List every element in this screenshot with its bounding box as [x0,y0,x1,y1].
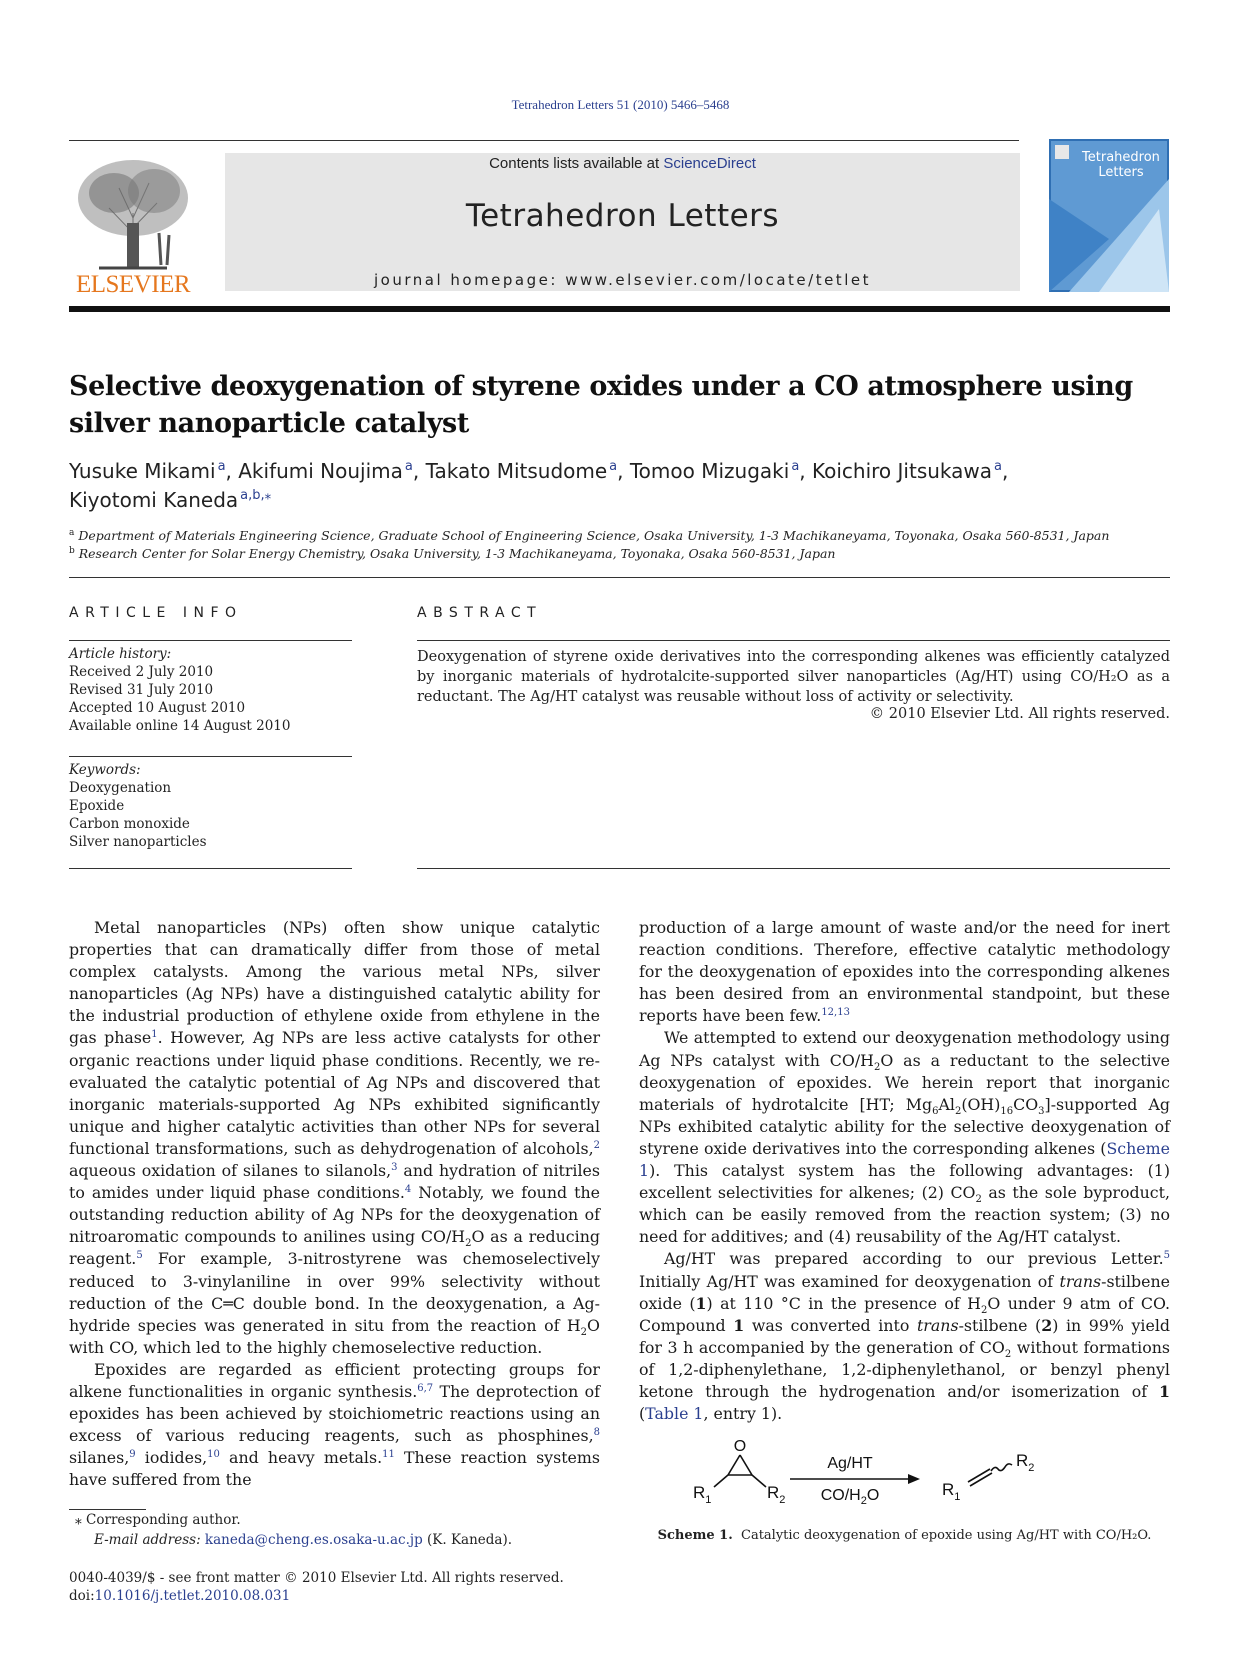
citation-ref[interactable]: 1 [151,1029,158,1041]
reactant-r1-label: $R_1$ [693,1483,712,1506]
article-info-heading: ARTICLE INFO [69,605,243,621]
author-name: Koichiro Jitsukawa [812,459,993,483]
author-name: Takato Mitsudome [425,459,608,483]
author-affil-link[interactable]: a [791,459,800,474]
reagent-bottom-label: $CO/H_2O$ [820,1487,880,1507]
doi-prefix: doi: [69,1588,95,1604]
body-paragraph: production of a large amount of waste and/or the need for inert reaction conditions. Therefore, effective catalytic methodology for the deoxygenation of epoxides into the corresponding alkenes has been desired from an environmental standpoint, but these reports have been few.$^{12,13}$ [639,918,1170,1026]
epoxide-bond [740,1455,752,1475]
abstract-rule [417,868,1170,869]
journal-homepage[interactable]: journal homepage: www.elsevier.com/locate/tetlet [374,271,871,289]
issn-line: 0040-4039/$ - see front matter © 2010 Elsevier Ltd. All rights reserved. [69,1570,564,1586]
keywords-label: Keywords: [69,762,141,778]
author-affil-link[interactable]: a [217,459,226,474]
citation-ref[interactable]: 3 [391,1162,398,1174]
history-label: Article history: [69,646,172,662]
body-paragraph: Epoxides are regarded as efficient protecting groups for alkene functionalities in organic synthesis.$^{6,7}$ The deprotection of epoxides has been achieved by stoichiometric reactions using an excess of various reducing reagents, such as phosphines,$^8$ silanes,$^9$ iodides,$^{10}$ and heavy metals.$^{11}$ These reaction systems have suffered from the [69,1359,600,1490]
history-item: Available online 14 August 2010 [69,718,291,734]
reactant-r2-label: $R_2$ [767,1483,786,1506]
body-paragraph: Ag/HT was prepared according to our previous Letter.$^5$ Initially Ag/HT was examined for deoxygenation of trans-stilbene oxide (1) at 110 °C in the presence of $H_2O$ under 9 atm of CO. Compound 1 was converted into trans-stilbene (2) in 99% yield for 3 h accompanied by the generation of $CO_2$ without formations of 1,2-diphenylethane, 1,2-diphenylethanol, or benzyl phenyl ketone through the hydrogenation and/or isomerization of 1 (Table 1, entry 1). [639,1249,1170,1424]
body-paragraph: Metal nanoparticles (NPs) often show unique catalytic properties that can dramatically differ from those of metal complex catalysts. Among the various metal NPs, silver nanoparticles (Ag NPs) have a distinguished catalytic ability for the industrial production of ethylene oxide from ethylene in the gas phase$^1$. However, Ag NPs are less active catalysts for other organic reactions under liquid phase conditions. Recently, we re-evaluated the catalytic potential of Ag NPs and discovered that inorganic materials-supported Ag NPs exhibited significantly unique and higher catalytic activities than other NPs for several functional transformations, such as dehydrogenation of alcohols,$^2$ aqueous oxidation of silanes to silanols,$^3$ and hydration of nitriles to amides under liquid phase conditions.$^4$ Notably, we found the outstanding reduction ability of Ag NPs for the deoxygenation of nitroaromatic compounds to anilines using $CO/H_2O$ as a reducing reagent.$^5$ For example, 3-nitrostyrene was chemoselectively reduced to 3-vinylaniline in over 99% selectivity without reduction of the C═C double bond. In the deoxygenation, a Ag-hydride species was generated in situ from the reaction of $H_2O$ with CO, which led to the highly chemoselective reduction. [69,918,600,1357]
article-info-rule [69,756,352,757]
article-info-rule [69,640,352,641]
keyword: Deoxygenation [69,780,172,796]
affiliation-text: Department of Materials Engineering Science, Graduate School of Engineering Science, Osaka University, 1-3 Machikaneyama, Toyonaka, Osaka 560-8531, Japan [78,528,1110,543]
author-list: Yusuke Mikami $^a$, Akifumi Noujima $^a$, Takato Mitsudome $^a$, Tomoo Mizugaki $^a$, Koichiro Jitsukawa $^a$, Kiyotomi Kaneda $^{a,b,⁎}$ [69,459,1009,512]
product-r1-label: $R_1$ [942,1480,961,1503]
history-list [69,663,290,735]
citation-ref[interactable]: 5 [136,1250,143,1262]
citation-ref[interactable]: 5 [1163,1250,1170,1262]
journal-citation[interactable]: Tetrahedron Letters 51 (2010) 5466–5468 [511,97,730,112]
affiliation [69,528,1179,543]
epoxide-bond [728,1455,740,1475]
reagent-top-label: Ag/HT [827,1455,873,1472]
abstract-copyright: © 2010 Elsevier Ltd. All rights reserved. [869,706,1170,722]
scheme-caption-label: Scheme 1. [657,1528,733,1543]
doi-link[interactable]: 10.1016/j.tetlet.2010.08.031 [94,1588,291,1604]
abstract-text: Deoxygenation of styrene oxide derivatives into the corresponding alkenes was efficiently catalyzed by inorganic materials of hydrotalcite-supported silver nanoparticles (Ag/HT) using CO/H₂O as a reductant. The Ag/HT catalyst was reusable without loss of activity or selectivity. [417,649,1170,705]
scheme-caption [639,1528,1170,1543]
epoxide-bond [714,1475,728,1487]
journal-name: Tetrahedron Letters [465,198,780,234]
author-name: Yusuke Mikami [69,459,216,483]
product-r2-label: $R_2$ [1016,1451,1035,1474]
author-name: Akifumi Noujima [238,459,403,483]
article-title: Selective deoxygenation of styrene oxides under a CO atmosphere using silver nanoparticle catalyst [69,371,1133,439]
sciencedirect-link[interactable]: ScienceDirect [663,155,756,172]
doi-line [69,1588,290,1604]
abstract-rule [417,640,1170,641]
affiliation-marker: b [69,546,75,556]
body-right-column [639,917,1170,1425]
citation-ref[interactable]: 12,13 [821,1007,850,1019]
body-paragraph: We attempted to extend our deoxygenation methodology using Ag NPs catalyst with $CO/H_2O$ as a reductant to the selective deoxygenation of epoxides. We herein report that inorganic materials of hydrotalcite [HT; $Mg_6Al_2(OH)_{16}CO_3$]-supported Ag NPs exhibited catalytic ability for the selective deoxygenation of styrene oxide derivatives into the corresponding alkenes (Scheme 1). This catalyst system has the following advantages: (1) excellent selectivities for alkenes; (2) $CO_2$ as the sole byproduct, which can be easily removed from the reaction system; (3) no need for additives; and (4) reusability of the Ag/HT catalyst. [639,1028,1171,1247]
author-affil-link[interactable]: a [994,459,1002,474]
scheme-caption-text: Catalytic deoxygenation of epoxide using Ag/HT with CO/H₂O. [741,1528,1152,1543]
oxygen-label: O [733,1438,747,1455]
citation-ref[interactable]: 10 [207,1449,220,1461]
affiliation [69,546,1179,561]
email-link[interactable]: kaneda@cheng.es.osaka-u.ac.jp [204,1532,423,1548]
history-item: Received 2 July 2010 [69,664,214,680]
affiliation-text: Research Center for Solar Energy Chemistry, Osaka University, 1-3 Machikaneyama, Toyonaka, Osaka 560-8531, Japan [78,546,836,561]
keywords-list [69,779,207,851]
contents-prefix: Contents lists available at [489,155,664,172]
table-link[interactable]: Table 1 [645,1404,704,1424]
affiliation-rule [69,577,1170,578]
affiliation-marker: a [69,528,75,538]
author-affil-link[interactable]: a,b,⁎ [240,488,272,503]
citation-ref[interactable]: 2 [593,1139,600,1151]
email-label: E-mail address: [94,1532,201,1548]
contents-line [225,155,1020,172]
cover-title-line-1: Tetrahedron [1082,150,1160,165]
wavy-bond [991,1464,1012,1471]
author-name: Kiyotomi Kaneda [69,488,239,512]
author-name: Tomoo Mizugaki [629,459,790,483]
keyword: Silver nanoparticles [69,834,207,850]
citation-ref[interactable]: 11 [382,1449,395,1461]
cover-title-line-2: Letters [1098,165,1144,180]
history-item: Accepted 10 August 2010 [69,700,246,716]
footnote-rule [69,1509,146,1510]
citation-ref[interactable]: 6,7 [417,1382,434,1394]
scheme-1-diagram [690,1437,1130,1507]
keyword: Carbon monoxide [69,816,190,832]
keyword: Epoxide [69,798,125,814]
reaction-arrow-head [908,1474,920,1484]
corresponding-author-note: ⁎ Corresponding author. [75,1512,241,1528]
abstract-heading: ABSTRACT [417,605,543,621]
header-top-rule [69,140,1019,141]
elsevier-wordmark: ELSEVIER [75,271,191,298]
article-info-rule [69,868,352,869]
author-affil-link[interactable]: a [609,459,618,474]
email-suffix: (K. Kaneda). [427,1532,513,1548]
header-thick-rule [69,306,1170,312]
history-item: Revised 31 July 2010 [69,682,214,698]
scheme-link[interactable]: Scheme 1 [639,1138,1170,1181]
author-affil-link[interactable]: a [404,459,413,474]
email-note [94,1532,512,1548]
citation-ref[interactable]: 9 [129,1449,136,1461]
citation-ref[interactable]: 8 [593,1427,600,1439]
epoxide-bond [752,1475,766,1487]
citation-ref[interactable]: 4 [404,1184,412,1196]
body-left-column [69,917,600,1491]
journal-cover-thumbnail [1049,139,1169,292]
